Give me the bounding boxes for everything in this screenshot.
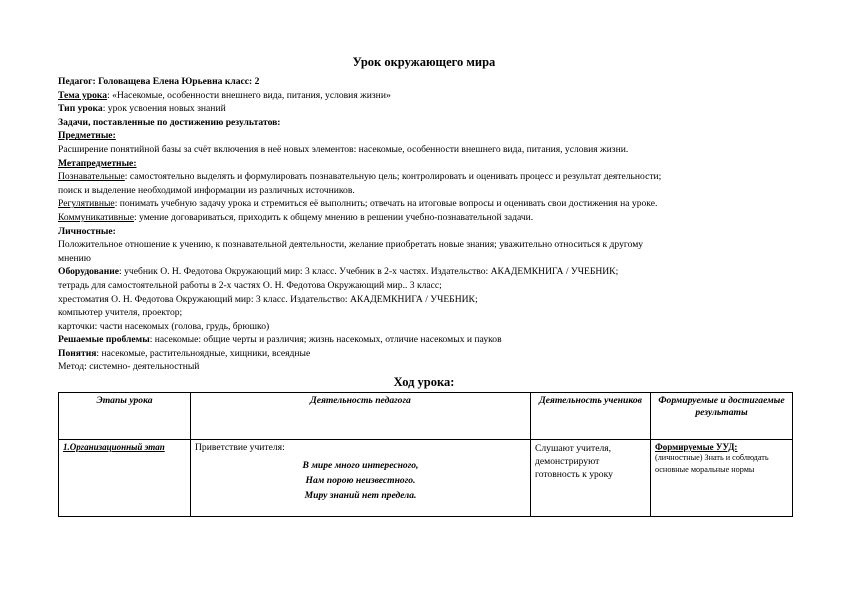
concepts-label: Понятия xyxy=(58,347,97,359)
teacher-value: Головащева Елена Юрьевна класс: 2 xyxy=(95,76,260,87)
method-line xyxy=(58,360,790,374)
topic-value: : «Насекомые, особенности внешнего вида, питания, условия жизни» xyxy=(107,89,391,101)
type-value: : урок усвоения новых знаний xyxy=(102,103,226,115)
method-text: : системно- деятельностный xyxy=(84,361,200,373)
lesson-title: Урок окружающего мира xyxy=(352,55,496,69)
regulative-text: : понимать учебную задачу урока и стремиться её выполнить; отвечать на итоговые вопросы и оценивать свои достижения на уроке. xyxy=(114,198,658,210)
course-heading: Ход урока: xyxy=(393,375,455,390)
student-activity: Слушают учителя, демонстрируют готовность к уроку xyxy=(535,443,613,481)
personal-text-2: мнению xyxy=(58,252,91,264)
cognitive-label: Познавательные xyxy=(58,171,125,183)
table-row xyxy=(59,440,793,517)
communicative-label: Коммуникативные xyxy=(58,211,134,223)
poem-line-2: Нам порою неизвестного. xyxy=(305,475,416,487)
cognitive-line xyxy=(58,170,790,184)
communicative-text: : умение договариваться, приходить к общему мнению в решении учебно-познавательной задачи. xyxy=(133,211,534,223)
document-page xyxy=(58,54,790,517)
equipment-text: : учебник О. Н. Федотова Окружающий мир: 3 класс. Учебник в 2-х частях. Издательство: АКАДЕМКНИГА / УЧЕБНИК; xyxy=(119,266,619,278)
equipment-line-3: хрестоматия О. Н. Федотова Окружающий мир: 3 класс. Издательство: АКАДЕМКНИГА / УЧЕБНИК; xyxy=(58,293,478,305)
problems-text: : насекомые: общие черты и различия; жизнь насекомых, отличие насекомых и пауков xyxy=(149,334,502,346)
equipment-line-4: компьютер учителя, проектор; xyxy=(58,307,183,319)
topic-label: Тема урока xyxy=(58,89,108,101)
table-header-row xyxy=(59,393,793,440)
method-label: Метод xyxy=(58,361,85,373)
personal-heading: Личностные: xyxy=(58,225,116,237)
communicative-line xyxy=(58,211,790,225)
personal-text: Положительное отношение к учению, к познавательной деятельности, желание приобретать новые знания; уважительно относиться к другому xyxy=(58,239,644,251)
teacher-greeting: Приветствие учителя: xyxy=(195,442,285,454)
cognitive-text: : самостоятельно выделять и формулировать познавательную цель; контролировать и оценивать процесс и результат деятельности; xyxy=(124,171,662,183)
equipment-line xyxy=(58,265,790,279)
topic-line xyxy=(58,89,790,103)
problems-label: Решаемые проблемы xyxy=(58,334,150,346)
subject-heading: Предметные: xyxy=(58,130,116,142)
uud-text: (личностные) Знать и соблюдать основные моральные нормы xyxy=(655,453,769,475)
problems-line xyxy=(58,333,790,347)
header-teacher-activity: Деятельность педагога xyxy=(191,393,531,440)
regulative-line xyxy=(58,197,790,211)
lesson-table xyxy=(58,392,793,517)
poem-line-1: В мире много интересного, xyxy=(302,460,419,472)
type-label: Тип урока xyxy=(58,103,103,115)
header-stages: Этапы урока xyxy=(59,393,191,440)
stage-name: 1.Организационный этап xyxy=(63,442,165,453)
concepts-line xyxy=(58,347,790,361)
subject-text: Расширение понятийной базы за счёт включения в неё новых элементов: насекомые, особенности внешнего вида, питания, условия жизни. xyxy=(58,143,629,155)
greeting-poem xyxy=(195,458,526,503)
header-student-activity: Деятельность учеников xyxy=(531,393,651,440)
type-line xyxy=(58,102,790,116)
equipment-label: Оборудование xyxy=(58,266,120,278)
uud-heading: Формируемые УУД: xyxy=(655,442,738,453)
equipment-line-5: карточки: части насекомых (голова, грудь, брюшко) xyxy=(58,320,270,332)
regulative-label: Регулятивные xyxy=(58,198,115,210)
teacher-label: Педагог: xyxy=(58,76,96,87)
cognitive-line-2: поиск и выделение необходимой информации из различных источников. xyxy=(58,184,355,196)
meta-heading: Метапредметные: xyxy=(58,157,137,169)
teacher-line xyxy=(58,75,790,89)
concepts-text: : насекомые, растительноядные, хищники, всеядные xyxy=(96,347,311,359)
tasks-heading: Задачи, поставленные по достижению результатов: xyxy=(58,116,281,128)
poem-line-3: Миру знаний нет предела. xyxy=(304,490,417,502)
equipment-line-2: тетрадь для самостоятельной работы в 2-х частях О. Н. Федотова Окружающий мир.. 3 класс; xyxy=(58,279,442,291)
header-results: Формируемые и достигаемые результаты xyxy=(651,393,793,440)
